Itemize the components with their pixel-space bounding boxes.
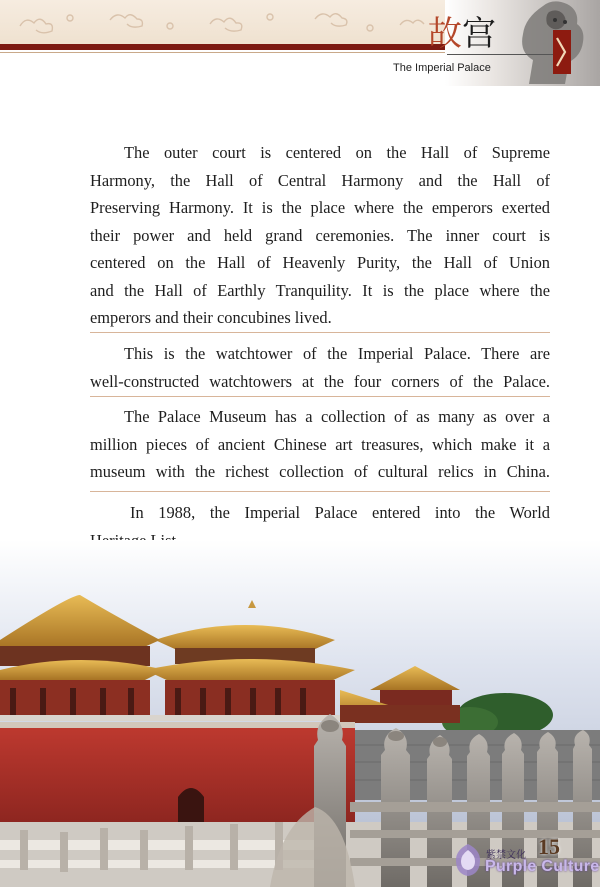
text-line: museum with the richest collection of cultural relics in China. (90, 462, 550, 481)
page-number: 15 (538, 834, 560, 859)
section-divider (90, 491, 550, 492)
title-underline (447, 54, 555, 55)
title-char-2: 宫 (462, 14, 496, 54)
paragraph-watchtower (90, 340, 550, 395)
paragraph-courts (90, 139, 550, 332)
brand-english: Purple Culture (485, 858, 600, 875)
page-title-chinese (428, 14, 496, 54)
text-line: centered on the Hall of Heavenly Purity, the Hall of Union (90, 253, 550, 272)
text-line: their power and held grand ceremonies. The inner court is (90, 225, 550, 245)
paragraph-museum (90, 403, 550, 486)
text-line: This is the watchtower of the Imperial Palace. There are (124, 344, 550, 363)
page-title-english: The Imperial Palace (393, 62, 491, 74)
text-line: Preserving Harmony. It is the place where the emperors exerted (90, 198, 550, 217)
text-line: emperors and their concubines lived. (90, 308, 332, 327)
cloud-pattern-icon (0, 4, 445, 44)
text-line: In 1988, the Imperial Palace entered into the World (130, 503, 550, 522)
purple-culture-logo-icon (452, 842, 484, 878)
section-divider (90, 396, 550, 397)
text-line: and the Hall of Earthly Tranquility. It is the place where the (90, 280, 550, 300)
header-rule (0, 44, 445, 50)
section-divider (90, 332, 550, 333)
text-line: The Palace Museum has a collection of as many as over a (124, 407, 550, 426)
header-rule-thin (0, 52, 445, 53)
text-line: well-constructed watchtowers at the four corners of the Palace. (90, 371, 550, 391)
title-char-1: 故 (428, 14, 462, 54)
brand-chinese: 紫禁文化 (486, 850, 526, 861)
text-line: The outer court is centered on the Hall of Supreme (124, 143, 550, 162)
text-line: million pieces of ancient Chinese art treasures, which make it a (90, 434, 550, 454)
text-line: Harmony, the Hall of Central Harmony and the Hall of (90, 170, 550, 190)
bookmark-marker-icon (553, 30, 573, 74)
forbidden-city-photo (0, 540, 600, 887)
